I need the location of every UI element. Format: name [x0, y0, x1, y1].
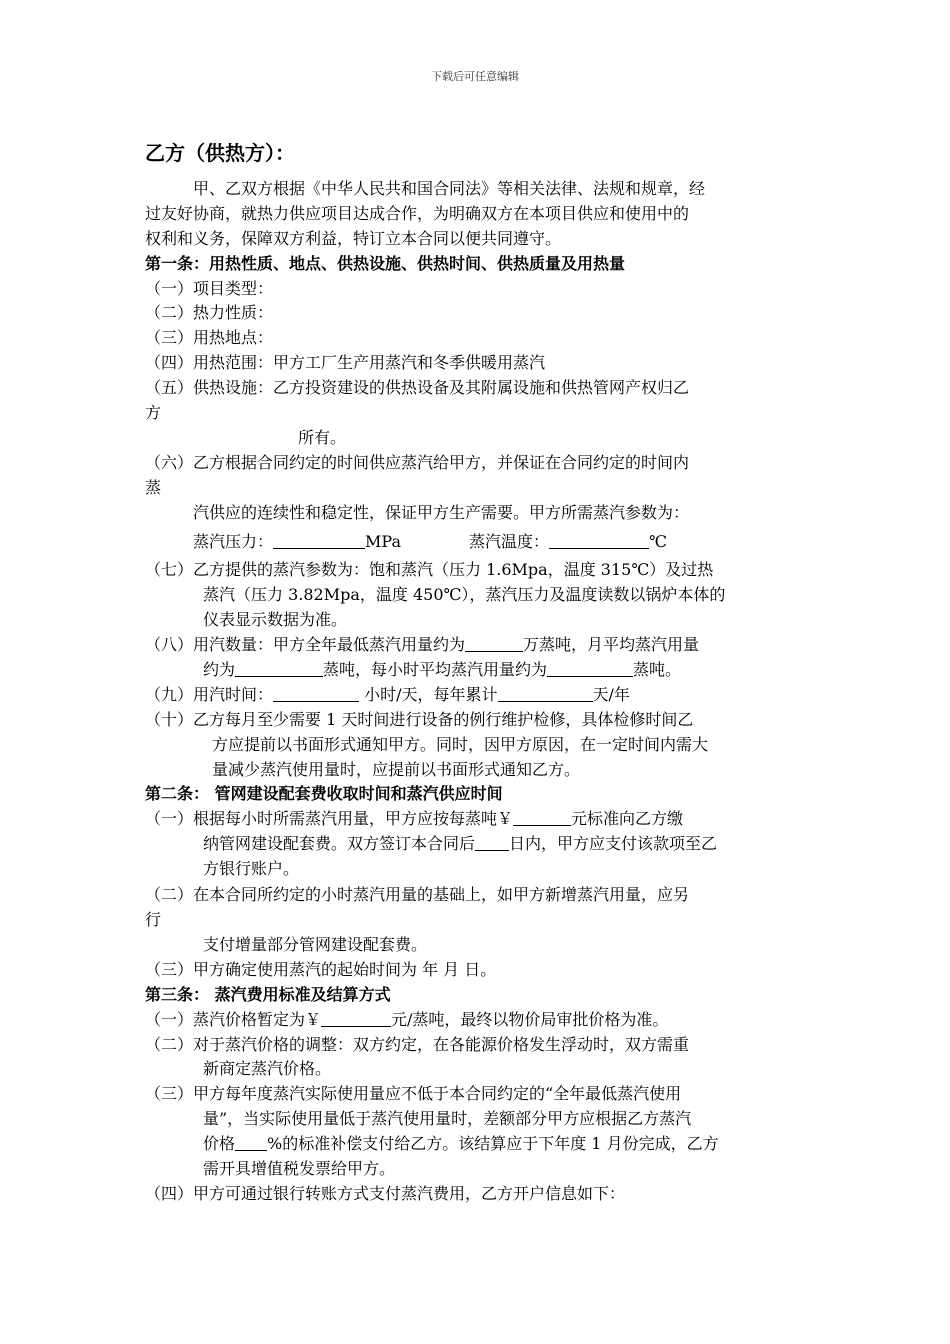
- article-3-item-2-line-1: （二）对于蒸汽价格的调整：双方约定，在各能源价格发生浮动时，双方需重: [145, 1035, 690, 1054]
- article-1-item-10-line-2: 方应提前以书面形式通知甲方。同时，因甲方原因，在一定时间内需大: [212, 735, 709, 754]
- article-1-item-6-line-3: 汽供应的连续性和稳定性，保证甲方生产需要。甲方所需蒸汽参数为：: [193, 503, 690, 522]
- article-1-item-9: [145, 684, 630, 706]
- article-1-item-6-line-1: （六）乙方根据合同约定的时间供应蒸汽给甲方，并保证在合同约定的时间内: [145, 453, 690, 472]
- article-1-item-2: （二）热力性质：: [145, 303, 274, 322]
- temperature-unit: ℃: [649, 532, 667, 551]
- article-1-item-7-line-2: 蒸汽（压力 3.82Mpa，温度 450℃），蒸汽压力及温度读数以锅炉本体的: [203, 585, 726, 604]
- article-2-item-2-line-2: 行: [145, 910, 162, 929]
- article-2-item-1-line-2: [203, 833, 717, 855]
- article-1-item-6-line-2: 蒸: [145, 478, 162, 497]
- article-1-item-7-line-1: （七）乙方提供的蒸汽参数为：饱和蒸汽（压力 1.6Mpa，温度 315℃）及过热: [145, 560, 714, 579]
- article-3-item-1: [145, 1009, 668, 1031]
- steam-params-line: [193, 531, 667, 553]
- pressure-label: 蒸汽压力：: [193, 532, 274, 551]
- temperature-label: 蒸汽温度：: [468, 532, 549, 551]
- steam-price-blank[interactable]: [321, 1010, 391, 1027]
- intro-line-1: 甲、乙双方根据《中华人民共和国合同法》等相关法律、法规和规章，经: [193, 179, 706, 198]
- article-2-item-1-line-1: [145, 808, 683, 830]
- hours-per-day-blank[interactable]: [273, 685, 359, 702]
- article-3-item-4: （四）甲方可通过银行转账方式支付蒸汽费用，乙方开户信息如下：: [145, 1184, 626, 1203]
- a2-item-1-text-b: 元标准向乙方缴: [571, 809, 684, 828]
- a3-item-1-text-b: 元/蒸吨，最终以物价局审批价格为准。: [391, 1010, 669, 1029]
- article-1-item-5-line-3: 所有。: [298, 428, 347, 447]
- article-1-item-1: （一）项目类型：: [145, 279, 274, 298]
- compensation-percent-blank[interactable]: [235, 1134, 267, 1151]
- article-3-item-3-line-2: 量”，当实际使用量低于蒸汽使用量时，差额部分甲方应根据乙方蒸汽: [203, 1109, 692, 1128]
- intro-line-3: 权利和义务，保障双方利益，特订立本合同以便共同遵守。: [145, 229, 562, 248]
- article-1-item-5-line-2: 方: [145, 403, 162, 422]
- item-9-text-a: （九）用汽时间：: [145, 685, 274, 704]
- article-2-item-1-line-3: 方银行账户。: [203, 859, 300, 878]
- article-1-item-8-line-2: [203, 659, 681, 681]
- pressure-blank[interactable]: [273, 532, 365, 549]
- a3-item-3-text-a: 价格: [203, 1134, 236, 1153]
- article-1-title: 第一条：用热性质、地点、供热设施、供热时间、供热质量及用热量: [145, 254, 626, 273]
- payment-days-blank[interactable]: [475, 834, 509, 851]
- pipe-fee-per-ton-blank[interactable]: [513, 809, 571, 826]
- article-1-item-10-line-1: （十）乙方每月至少需要 1 天时间进行设备的例行维护检修，具体检修时间乙: [145, 710, 694, 729]
- article-2-item-3: （三）甲方确定使用蒸汽的起始时间为 年 月 日。: [145, 960, 497, 979]
- item-8-text-b: 万蒸吨，月平均蒸汽用量: [523, 635, 700, 654]
- pressure-unit: MPa: [365, 532, 401, 551]
- article-1-item-5-line-1: （五）供热设施：乙方投资建设的供热设备及其附属设施和供热管网产权归乙: [145, 378, 690, 397]
- article-3-item-3-line-3: [203, 1133, 719, 1155]
- days-per-year-blank[interactable]: [498, 685, 593, 702]
- item-8-text-d: 蒸吨，每小时平均蒸汽用量约为: [323, 660, 548, 679]
- article-3-item-2-line-2: 新商定蒸汽价格。: [203, 1059, 332, 1078]
- article-2-item-2-line-3: 支付增量部分管网建设配套费。: [203, 935, 428, 954]
- a3-item-1-text-a: （一）蒸汽价格暂定为￥: [145, 1010, 322, 1029]
- article-2-item-2-line-1: （二）在本合同所约定的小时蒸汽用量的基础上，如甲方新增蒸汽用量，应另: [145, 885, 690, 904]
- article-1-item-7-line-3: 仪表显示数据为准。: [203, 610, 348, 629]
- article-3-item-3-line-4: 需开具增值税发票给甲方。: [203, 1159, 396, 1178]
- party-b-heading: 乙方（供热方）：: [145, 141, 295, 165]
- item-8-text-e: 蒸吨。: [633, 660, 682, 679]
- hourly-avg-steam-blank[interactable]: [547, 660, 633, 677]
- item-9-text-c: 天/年: [592, 685, 630, 704]
- article-3-title: 第三条： 蒸汽费用标准及结算方式: [145, 985, 391, 1004]
- a2-item-1-text-d: 日内，甲方应支付该款项至乙: [509, 834, 718, 853]
- article-1-item-3: （三）用热地点：: [145, 328, 274, 347]
- a3-item-3-text-b: %的标准补偿支付给乙方。该结算应于下年度 1 月份完成，乙方: [267, 1134, 719, 1153]
- a2-item-1-text-a: （一）根据每小时所需蒸汽用量，甲方应按每蒸吨￥: [145, 809, 514, 828]
- temperature-blank[interactable]: [549, 532, 649, 549]
- article-1-item-10-line-3: 量减少蒸汽使用量时，应提前以书面形式通知乙方。: [212, 760, 581, 779]
- article-1-item-4: （四）用热范围：甲方工厂生产用蒸汽和冬季供暖用蒸汽: [145, 353, 546, 372]
- item-9-text-b: 小时/天，每年累计: [359, 685, 498, 704]
- article-1-item-8-line-1: [145, 634, 699, 656]
- article-2-title: 第二条： 管网建设配套费收取时间和蒸汽供应时间: [145, 784, 503, 803]
- monthly-avg-steam-blank[interactable]: [235, 660, 323, 677]
- a2-item-1-text-c: 纳管网建设配套费。双方签订本合同后: [203, 834, 476, 853]
- article-3-item-3-line-1: （三）甲方每年度蒸汽实际使用量应不低于本合同约定的“全年最低蒸汽使用: [145, 1084, 682, 1103]
- item-8-text-c: 约为: [203, 660, 236, 679]
- annual-min-steam-blank[interactable]: [465, 635, 523, 652]
- item-8-text-a: （八）用汽数量：甲方全年最低蒸汽用量约为: [145, 635, 466, 654]
- intro-line-2: 过友好协商，就热力供应项目达成合作，为明确双方在本项目供应和使用中的: [145, 204, 690, 223]
- header-note: 下载后可任意编辑: [431, 70, 519, 83]
